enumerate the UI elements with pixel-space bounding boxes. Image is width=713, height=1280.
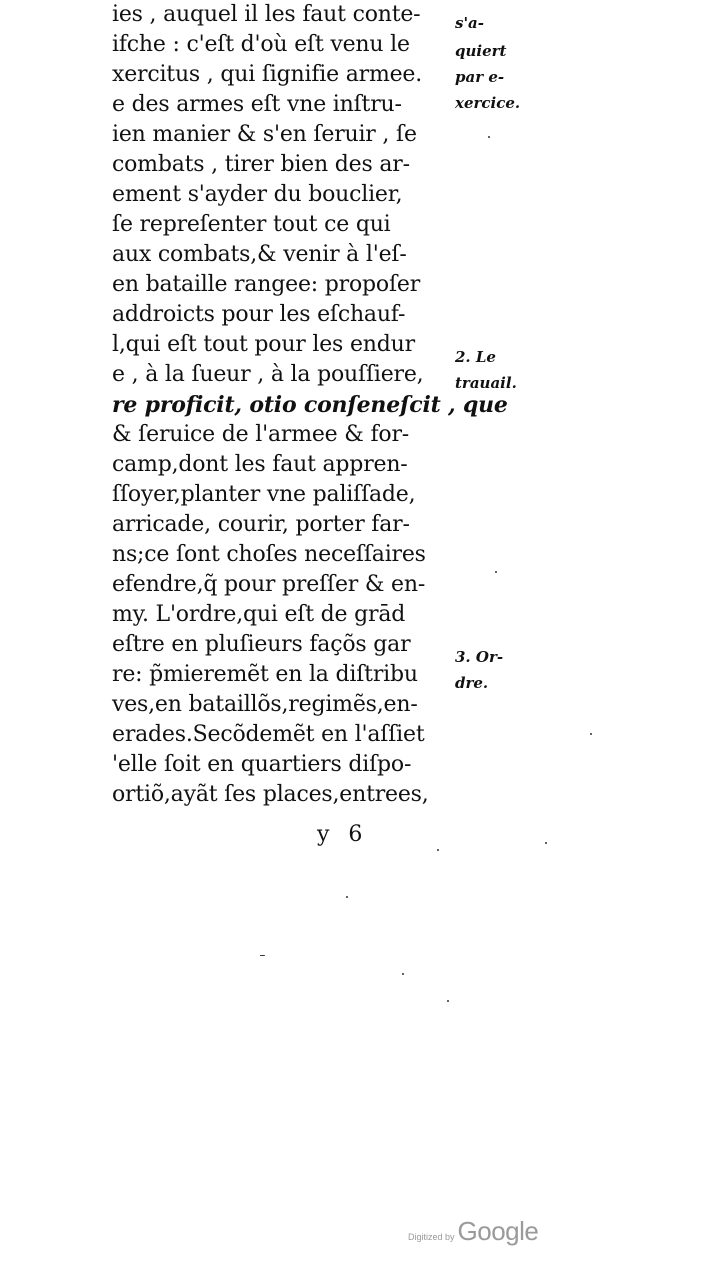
scan-speck [495, 571, 497, 573]
margin-note: quiert [455, 42, 507, 60]
text-line: ves,en bataillõs,regimẽs,en- [112, 692, 418, 717]
scan-speck [447, 1000, 449, 1002]
text-line: camp,dont les faut appren- [112, 452, 408, 477]
text-line: ſſoyer,planter vne paliſſade, [112, 482, 416, 507]
text-line: e des armes eſt vne inſtru- [112, 92, 402, 117]
margin-note: 3. Or- [455, 648, 504, 666]
margin-note: xercice. [455, 94, 521, 112]
text-line: erades.Secõdemẽt en l'aſſiet [112, 722, 425, 747]
text-line: ortiõ,ayãt ſes places,entrees, [112, 782, 429, 807]
text-line: ns;ce ſont choſes neceſſaires [112, 542, 426, 567]
margin-note: trauail. [455, 374, 517, 392]
text-line: ien manier & s'en ſeruir , ſe [112, 122, 417, 147]
text-line: ies , auquel il les faut conte- [112, 2, 421, 27]
text-line-latin: re proficit, otio conſeneſcit , que [112, 392, 508, 418]
scan-speck [590, 733, 592, 735]
text-line: ifche : c'eſt d'où eſt venu le [112, 32, 410, 57]
text-line: addroicts pour les eſchauf- [112, 302, 406, 327]
margin-note: dre. [455, 674, 489, 692]
watermark-prefix: Digitized by [408, 1232, 455, 1242]
signature-mark: y 6 [317, 822, 369, 847]
watermark-brand: Google [457, 1216, 539, 1246]
text-line: & ſeruice de l'armee & for- [112, 422, 410, 447]
scan-speck [402, 973, 404, 975]
scan-speck [437, 849, 439, 851]
scan-speck [488, 136, 490, 138]
text-line: ement s'ayder du bouclier, [112, 182, 403, 207]
text-line: 'elle ſoit en quartiers diſpo- [112, 752, 412, 777]
text-line: l,qui eſt tout pour les endur [112, 332, 415, 357]
margin-note: 2. Le [455, 348, 496, 366]
text-line: arricade, courir, porter far- [112, 512, 410, 537]
scan-speck [346, 896, 348, 898]
text-line: en bataille rangee: propoſer [112, 272, 421, 297]
scan-speck [545, 842, 547, 844]
text-line: ſe repreſenter tout ce qui [112, 212, 391, 237]
text-line: efendre,q̃ pour preſſer & en- [112, 572, 426, 597]
margin-note: s'a- [455, 14, 484, 32]
text-line: xercitus , qui ſignifie armee. [112, 62, 423, 87]
text-line: eſtre en pluſieurs façõs gar [112, 632, 411, 657]
text-line: e , à la ſueur , à la pouſſiere, [112, 362, 424, 387]
text-line: my. L'ordre,qui eſt de grād [112, 602, 406, 627]
text-line: combats , tirer bien des ar- [112, 152, 410, 177]
digitized-by-google-watermark [408, 1216, 538, 1250]
text-line: aux combats,& venir à l'eſ- [112, 242, 407, 267]
scan-speck [260, 955, 265, 956]
text-line: re: p̃mieremẽt en la diſtribu [112, 662, 418, 687]
margin-note: par e- [455, 68, 505, 86]
